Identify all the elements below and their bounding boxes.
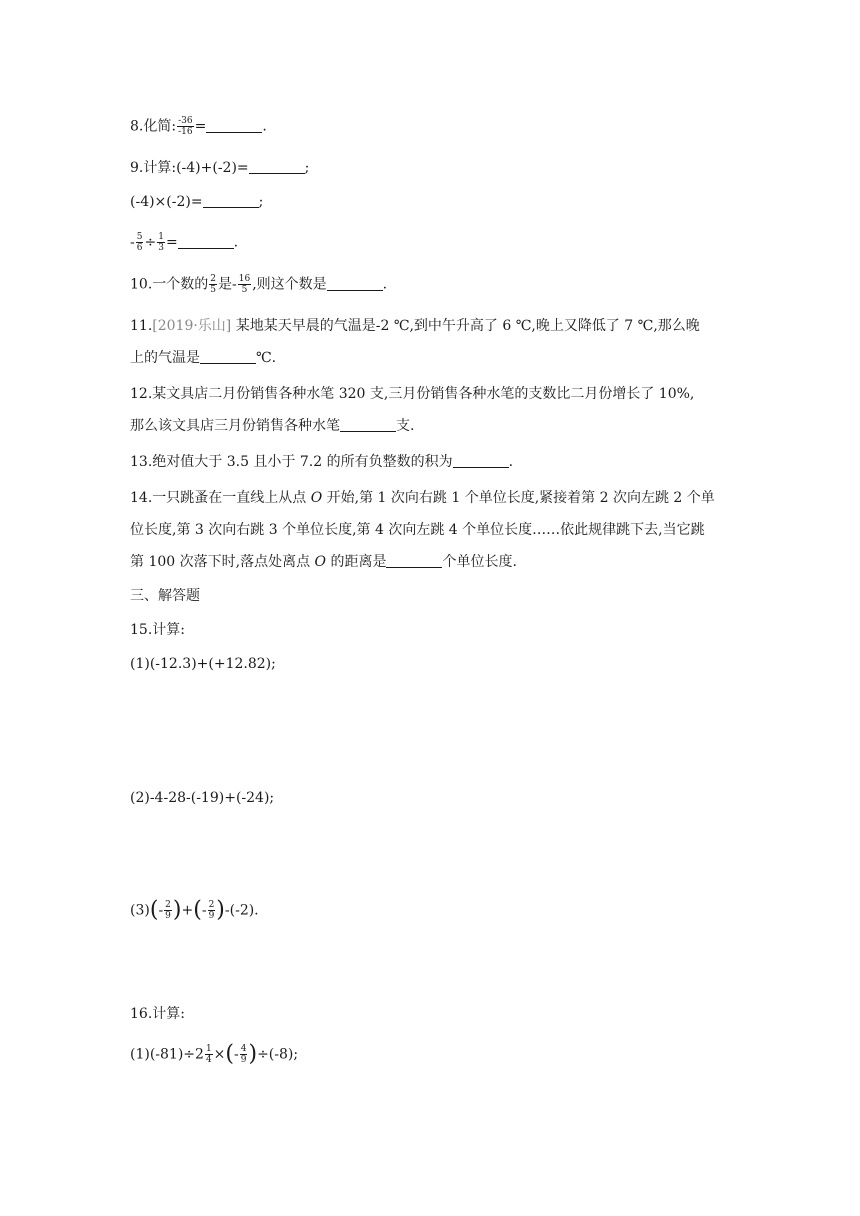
q15-minus-1: - [158,902,164,919]
q15-title: 15.计算: [130,622,185,638]
q10-prefix: 10.一个数的 [130,276,209,293]
q11-source: [2019·乐山] [152,318,232,334]
question-14-line-3 [130,552,517,572]
q9-frac2-den: 3 [158,243,164,253]
q14-point-o-2: O [314,554,327,570]
q9-answer-blank-2[interactable] [203,193,259,208]
q16-mixed-fraction [205,1044,213,1065]
q16-mixed-num: 1 [205,1044,212,1054]
q9-minus-sign: - [130,234,135,251]
q8-frac-den: -16 [178,127,193,137]
q16-paren-open: ( [225,1041,234,1067]
q16-paren-close: ) [248,1041,258,1067]
q13-end: . [508,454,514,470]
q11-number: 11. [130,318,153,334]
q14-text-1a: 14.一只跳蚤在一直线上从点 [130,490,311,506]
q9-equals: = [165,234,178,251]
q15-f1-den: 9 [165,911,171,921]
q14-end: 个单位长度. [442,554,517,570]
q9-line2-end: ; [258,194,264,210]
q15-paren-open-1: ( [149,897,159,923]
q12-text-2: 那么该文具店三月份销售各种水笔 [130,418,340,434]
q10-frac2-num: 16 [238,274,251,284]
q8-answer-blank[interactable] [206,118,262,133]
q10-answer-blank[interactable] [327,276,383,291]
q14-text-3b: 的距离是 [326,554,387,570]
q9-answer-blank-1[interactable] [249,159,305,174]
q13-text: 13.绝对值大于 3.5 且小于 7.2 的所有负整数的积为 [130,454,453,470]
q13-answer-blank[interactable] [453,453,509,468]
question-9-line-2 [130,192,263,212]
q9-line1-end: ; [304,160,310,176]
q15-f1-num: 2 [165,900,171,910]
q16-times: × [213,1046,226,1063]
q12-answer-blank[interactable] [340,417,396,432]
q15-part-3-prefix: (3) [130,902,150,919]
q12-text-1: 12.某文具店二月份销售各种水笔 320 支,三月份销售各种水笔的支数比二月份增长了 10%, [130,386,695,402]
q15-f2-den: 9 [208,911,215,921]
q9-fraction-2 [157,232,165,253]
q15-fraction-2 [208,900,216,921]
q15-paren-open-2: ( [193,897,202,923]
q16-part-1-prefix: (1)(-81)÷2 [130,1046,204,1063]
q10-mid: 是- [218,276,237,293]
q16-minus: - [234,1046,239,1063]
question-12-line-2 [130,416,414,436]
section-3-heading [130,586,200,606]
q8-equals: = [194,118,207,135]
q10-suffix: ,则这个数是 [252,276,327,293]
question-15-part-1 [130,654,276,674]
question-13 [130,452,513,472]
q16-part-1-end: ÷(-8); [257,1046,299,1063]
question-15-part-2 [130,788,274,808]
q15-f2-num: 2 [208,900,215,910]
q15-paren-close-1: ) [172,897,182,923]
section-3-title: 三、解答题 [130,588,200,604]
q9-line3-end: . [233,234,239,251]
q10-frac1-den: 5 [210,285,216,295]
q15-part-3-end: -(-2). [224,902,259,919]
q11-answer-blank[interactable] [200,349,256,364]
q14-answer-blank[interactable] [386,553,442,568]
q8-frac-num: -36 [178,116,193,126]
q12-end: 支. [396,418,415,434]
question-15-title [130,620,185,640]
question-15-part-3 [130,897,259,923]
question-14-line-2 [130,520,705,540]
q9-divide-sign: ÷ [144,234,157,251]
question-16-title [130,1004,185,1024]
q9-frac1-num: 5 [136,232,143,242]
question-11-line-2 [130,348,276,368]
q9-fraction-1 [136,232,144,253]
question-10 [130,274,387,295]
q11-text-1: 某地某天早晨的气温是-2 ℃,到中午升高了 6 ℃,晚上又降低了 7 ℃,那么晚 [231,318,700,334]
q16-fraction [240,1044,248,1065]
q15-fraction-1 [164,900,172,921]
q10-end: . [382,276,388,293]
question-11-line-1 [130,316,700,336]
q8-end: . [262,118,267,135]
q8-prefix: 8.化简: [130,118,177,135]
q15-plus: + [181,902,194,919]
q15-minus-2: - [201,902,207,919]
q9-answer-blank-3[interactable] [178,234,234,249]
q14-point-o: O [310,490,323,506]
question-8 [130,116,267,137]
q16-f-den: 9 [240,1055,247,1065]
q9-frac1-den: 6 [136,243,143,253]
q9-frac2-num: 1 [158,232,164,242]
q16-f-num: 4 [240,1044,247,1054]
q10-frac1-num: 2 [210,274,216,284]
q10-fraction-1 [209,274,217,295]
q14-text-3a: 第 100 次落下时,落点处离点 [130,554,315,570]
q11-text-2: 上的气温是 [130,350,200,366]
q15-part-2-text: (2)-4-28-(-19)+(-24); [130,790,275,806]
question-16-part-1 [130,1041,299,1067]
q9-line1-text: 9.计算:(-4)+(-2)= [130,160,249,176]
q10-frac2-den: 5 [241,285,248,295]
question-14-line-1 [130,488,715,508]
q15-part-1-text: (1)(-12.3)+(+12.82); [130,656,276,672]
question-9-line-3 [130,232,238,253]
q16-mixed-den: 4 [205,1055,212,1065]
q9-line2-text: (-4)×(-2)= [130,194,203,210]
q14-text-2: 位长度,第 3 次向右跳 3 个单位长度,第 4 次向左跳 4 个单位长度……依此规律跳下去,当它跳 [130,522,705,538]
question-12-line-1 [130,384,694,404]
q15-paren-close-2: ) [216,897,225,923]
q8-fraction [177,116,194,137]
q16-title: 16.计算: [130,1006,185,1022]
question-9-line-1 [130,158,309,178]
q14-text-1b: 开始,第 1 次向右跳 1 个单位长度,紧接着第 2 次向左跳 2 个单 [322,490,715,506]
q11-end: ℃. [256,350,277,366]
q10-fraction-2 [238,274,251,295]
